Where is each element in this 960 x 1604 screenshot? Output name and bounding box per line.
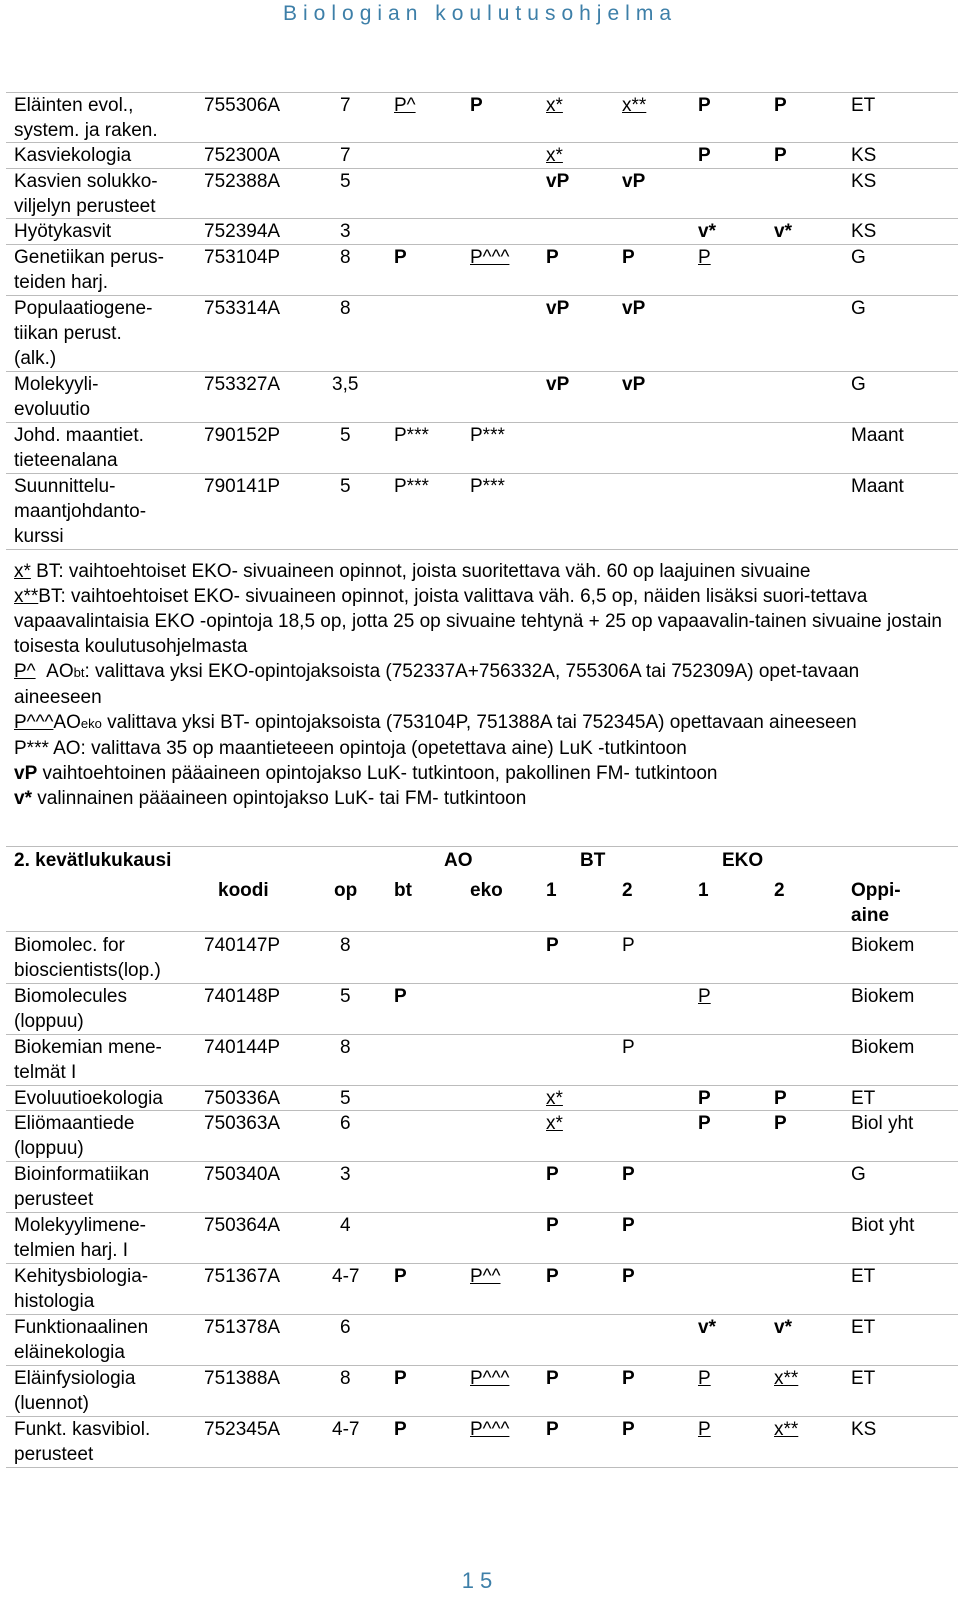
course-code: 753327A — [204, 374, 281, 395]
credits: 8 — [340, 298, 351, 319]
course-name-line: Hyötykasvit — [14, 221, 112, 242]
bt-cell: P — [394, 1368, 407, 1389]
bt-2-cell: P — [774, 95, 787, 116]
table-rule — [6, 1314, 958, 1315]
ao-1-cell: P — [546, 247, 559, 268]
subject-cell: G — [851, 247, 866, 268]
eko-cell: P*** — [470, 425, 505, 446]
course-code: 751367A — [204, 1266, 281, 1287]
bt-2-cell: P — [774, 1088, 787, 1109]
course-name-line: tieteenalana — [14, 450, 118, 471]
course-name-line: Molekyylimene- — [14, 1215, 146, 1236]
column-header-code: koodi — [218, 880, 269, 901]
course-code: 751388A — [204, 1368, 281, 1389]
course-code: 750336A — [204, 1088, 281, 1109]
subject-cell: KS — [851, 221, 877, 242]
ao-1-cell: x* — [546, 1088, 563, 1109]
course-name-line: tiikan perust. — [14, 323, 122, 344]
course-name-line: Kehitysbiologia- — [14, 1266, 149, 1287]
column-header-ao-2: 2 — [622, 880, 633, 901]
course-name-line: system. ja raken. — [14, 120, 158, 141]
ao-2-cell: vP — [622, 171, 646, 192]
course-name-line: evoluutio — [14, 399, 91, 420]
subject-cell: Biokem — [851, 1037, 915, 1058]
subject-cell: Maant — [851, 425, 904, 446]
bt-1-cell: P — [698, 145, 711, 166]
course-name-line: (loppuu) — [14, 1138, 84, 1159]
ao-2-cell: P — [622, 935, 635, 956]
note-key: x** — [14, 586, 39, 607]
credits: 4-7 — [332, 1419, 360, 1440]
course-code: 740144P — [204, 1037, 281, 1058]
note-subscript: bt — [73, 665, 85, 680]
course-name-line: Kasvien solukko- — [14, 171, 158, 192]
course-code: 753314A — [204, 298, 281, 319]
ao-1-cell: P — [546, 1266, 559, 1287]
course-name-line: Funktionaalinen — [14, 1317, 149, 1338]
eko-cell: P^^^ — [470, 1368, 510, 1389]
course-name-line: (luennot) — [14, 1393, 89, 1414]
course-code: 740147P — [204, 935, 281, 956]
ao-2-cell: P — [622, 1037, 635, 1058]
course-name-line: Eläinfysiologia — [14, 1368, 136, 1389]
subject-cell: ET — [851, 1368, 876, 1389]
course-code: 750364A — [204, 1215, 281, 1236]
subject-cell: G — [851, 374, 866, 395]
ao-1-cell: P — [546, 1419, 559, 1440]
table-rule — [6, 983, 958, 984]
note-ao: AO — [46, 661, 74, 682]
course-code: 790152P — [204, 425, 281, 446]
note-subscript: eko — [80, 716, 102, 731]
legend-notes — [14, 559, 944, 811]
ao-1-cell: vP — [546, 171, 570, 192]
note-key: P^^^ — [14, 712, 54, 733]
course-name-line: teiden harj. — [14, 272, 109, 293]
course-name-line: viljelyn perusteet — [14, 196, 156, 217]
section-title: 2. kevätlukukausi — [14, 850, 172, 871]
table-rule — [6, 1212, 958, 1213]
table-rule — [6, 846, 958, 847]
column-header-ao-1: 1 — [546, 880, 557, 901]
bt-1-cell: v* — [698, 221, 716, 242]
table-rule — [6, 549, 958, 550]
ao-2-cell: P — [622, 1164, 635, 1185]
course-code: 752394A — [204, 221, 281, 242]
course-name-line: kurssi — [14, 526, 64, 547]
ao-2-cell: P — [622, 247, 635, 268]
subject-cell: KS — [851, 1419, 877, 1440]
ao-1-cell: P — [546, 1164, 559, 1185]
table-rule — [6, 142, 958, 143]
course-name-line: Evoluutioekologia — [14, 1088, 163, 1109]
note-text: BT: vaihtoehtoiset EKO- sivuaineen opinnot, joista suoritettava väh. 60 op laajuinen sivuaine — [30, 561, 811, 582]
eko-cell: P*** — [470, 476, 505, 497]
credits: 5 — [340, 171, 351, 192]
subject-cell: Biol yht — [851, 1113, 914, 1134]
note-text: AO: valittava 35 op maantieteeen opintoja (opetettava aine) LuK -tutkintoon — [48, 738, 687, 759]
credits: 6 — [340, 1113, 351, 1134]
column-header-credits: op — [334, 880, 358, 901]
bt-1-cell: P — [698, 1368, 711, 1389]
course-code: 750340A — [204, 1164, 281, 1185]
course-name-line: Populaatiogene- — [14, 298, 153, 319]
course-name-line: Suunnittelu- — [14, 476, 116, 497]
subject-cell: KS — [851, 145, 877, 166]
ao-1-cell: P — [546, 1368, 559, 1389]
credits: 4-7 — [332, 1266, 360, 1287]
subject-cell: G — [851, 298, 866, 319]
bt-cell: P — [394, 1419, 407, 1440]
ao-1-cell: x* — [546, 95, 563, 116]
course-name-line: Molekyyli- — [14, 374, 99, 395]
bt-2-cell: P — [774, 1113, 787, 1134]
note — [14, 736, 944, 761]
ao-2-cell: vP — [622, 298, 646, 319]
note-text: BT: vaihtoehtoiset EKO- sivuaineen opinnot, joista valittava väh. 6,5 op, näiden lisäksi suori-tettava vapaavalintaisia EKO -opintoja 18,5 op, jotta 25 op sivuaine tehtynä + 25 op vapaavalin-tainen sivuaine jostain toisesta koulutusohjelmasta — [14, 586, 942, 657]
ao-1-cell: P — [546, 1215, 559, 1236]
eko-cell: P^^^ — [470, 247, 510, 268]
subject-cell: ET — [851, 1266, 876, 1287]
course-code: 740148P — [204, 986, 281, 1007]
course-name-line: (alk.) — [14, 348, 57, 369]
group-header-ao: AO — [444, 850, 473, 871]
note-key: P*** — [14, 738, 49, 759]
course-code: 752300A — [204, 145, 281, 166]
note — [14, 786, 944, 811]
ao-2-cell: x** — [622, 95, 647, 116]
ao-1-cell: vP — [546, 298, 570, 319]
note — [14, 584, 944, 659]
eko-cell: P^^^ — [470, 1419, 510, 1440]
bt-1-cell: P — [698, 1088, 711, 1109]
credits: 5 — [340, 476, 351, 497]
ao-1-cell: vP — [546, 374, 570, 395]
bt-2-cell: x** — [774, 1419, 799, 1440]
ao-2-cell: P — [622, 1266, 635, 1287]
bt-2-cell: v* — [774, 221, 792, 242]
course-name-line: Genetiikan perus- — [14, 247, 164, 268]
column-header-eko: eko — [470, 880, 503, 901]
note-ao: AO — [53, 712, 81, 733]
credits: 4 — [340, 1215, 351, 1236]
subject-cell: ET — [851, 95, 876, 116]
eko-cell: P — [470, 95, 483, 116]
course-name-line: perusteet — [14, 1189, 94, 1210]
course-name-line: Kasviekologia — [14, 145, 132, 166]
subject-cell: ET — [851, 1088, 876, 1109]
bt-1-cell: P — [698, 1419, 711, 1440]
course-name-line: histologia — [14, 1291, 95, 1312]
credits: 5 — [340, 986, 351, 1007]
subject-cell: Biokem — [851, 935, 915, 956]
ao-2-cell: P — [622, 1419, 635, 1440]
ao-2-cell: P — [622, 1215, 635, 1236]
document-header: Biologian koulutusohjelma — [283, 2, 677, 25]
subject-cell: ET — [851, 1317, 876, 1338]
note-text: valittava yksi BT- opintojaksoista (753104P, 751388A tai 752345A) opettavaan aineeseen — [101, 712, 857, 733]
course-code: 752345A — [204, 1419, 281, 1440]
credits: 8 — [340, 1368, 351, 1389]
course-name-line: Biomolec. for — [14, 935, 125, 956]
credits: 3 — [340, 221, 351, 242]
table-rule — [6, 1467, 958, 1468]
note-key: P^ — [14, 661, 36, 682]
ao-2-cell: vP — [622, 374, 646, 395]
note-key: x* — [14, 561, 31, 582]
course-code: 750363A — [204, 1113, 281, 1134]
course-name-line: Biomolecules — [14, 986, 127, 1007]
table-rule — [6, 371, 958, 372]
note-key: v* — [14, 788, 32, 809]
note-text: : valittava yksi EKO-opintojaksoista (752337A+756332A, 755306A tai 752309A) opet-tavaan aineeseen — [14, 661, 860, 708]
credits: 8 — [340, 1037, 351, 1058]
course-name-line: perusteet — [14, 1444, 94, 1465]
course-name-line: Biokemian mene- — [14, 1037, 162, 1058]
bt-1-cell: P — [698, 95, 711, 116]
column-header-bt-2: 2 — [774, 880, 785, 901]
course-name-line: Funkt. kasvibiol. — [14, 1419, 151, 1440]
page-number: 15 — [461, 1568, 499, 1593]
bt-cell: P^ — [394, 95, 416, 116]
course-code: 755306A — [204, 95, 281, 116]
bt-cell: P — [394, 986, 407, 1007]
credits: 3 — [340, 1164, 351, 1185]
column-header-bt: bt — [394, 880, 412, 901]
subject-cell: Biot yht — [851, 1215, 915, 1236]
note — [14, 659, 944, 710]
group-header-eko: EKO — [722, 850, 764, 871]
credits: 7 — [340, 145, 351, 166]
bt-cell: P — [394, 247, 407, 268]
note-key: vP — [14, 763, 38, 784]
table-rule — [6, 218, 958, 219]
subject-cell: G — [851, 1164, 866, 1185]
note-text: valinnainen pääaineen opintojakso LuK- tai FM- tutkintoon — [31, 788, 527, 809]
column-header-subject: aine — [851, 905, 890, 926]
course-name-line: Eläinten evol., — [14, 95, 134, 116]
credits: 6 — [340, 1317, 351, 1338]
bt-1-cell: v* — [698, 1317, 716, 1338]
credits: 8 — [340, 247, 351, 268]
credits: 5 — [340, 1088, 351, 1109]
credits: 7 — [340, 95, 351, 116]
bt-1-cell: P — [698, 247, 711, 268]
course-name-line: bioscientists(lop.) — [14, 960, 161, 981]
column-header-bt-1: 1 — [698, 880, 709, 901]
subject-cell: KS — [851, 171, 877, 192]
course-name-line: eläinekologia — [14, 1342, 125, 1363]
note — [14, 761, 944, 786]
course-code: 751378A — [204, 1317, 281, 1338]
ao-1-cell: x* — [546, 145, 563, 166]
bt-cell: P — [394, 1266, 407, 1287]
note — [14, 559, 944, 584]
eko-cell: P^^ — [470, 1266, 501, 1287]
course-name-line: Eliömaantiede — [14, 1113, 135, 1134]
bt-2-cell: x** — [774, 1368, 799, 1389]
ao-1-cell: x* — [546, 1113, 563, 1134]
course-code: 752388A — [204, 171, 281, 192]
note — [14, 710, 944, 736]
course-name-line: (loppuu) — [14, 1011, 84, 1032]
course-name-line: Bioinformatiikan — [14, 1164, 150, 1185]
credits: 5 — [340, 425, 351, 446]
ao-2-cell: P — [622, 1368, 635, 1389]
course-name-line: Johd. maantiet. — [14, 425, 144, 446]
course-name-line: telmät I — [14, 1062, 77, 1083]
column-header-subject: Oppi- — [851, 880, 901, 901]
credits: 3,5 — [332, 374, 359, 395]
bt-1-cell: P — [698, 986, 711, 1007]
table-rule — [6, 1110, 958, 1111]
bt-1-cell: P — [698, 1113, 711, 1134]
bt-cell: P*** — [394, 425, 429, 446]
subject-cell: Biokem — [851, 986, 915, 1007]
course-name-line: telmien harj. I — [14, 1240, 129, 1261]
group-header-bt: BT — [580, 850, 606, 871]
note-text: vaihtoehtoinen pääaineen opintojakso LuK- tutkintoon, pakollinen FM- tutkintoon — [37, 763, 718, 784]
ao-1-cell: P — [546, 935, 559, 956]
bt-2-cell: v* — [774, 1317, 792, 1338]
credits: 8 — [340, 935, 351, 956]
course-code: 753104P — [204, 247, 281, 268]
course-code: 790141P — [204, 476, 281, 497]
bt-cell: P*** — [394, 476, 429, 497]
bt-2-cell: P — [774, 145, 787, 166]
course-name-line: maantjohdanto- — [14, 501, 147, 522]
table-rule — [6, 931, 958, 932]
subject-cell: Maant — [851, 476, 904, 497]
